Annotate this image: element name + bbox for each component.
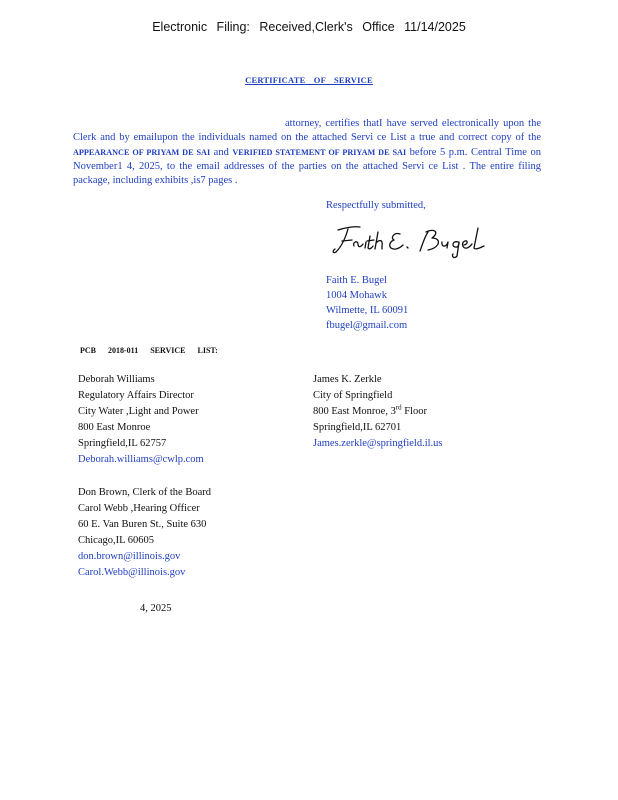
certificate-title: CERTIFICATE OF SERVICE [245, 75, 373, 85]
contact-street: 800 East Monroe [78, 422, 151, 433]
contact-name: James K. Zerkle [313, 374, 382, 385]
street-text: 800 East Monroe, 3 [313, 406, 396, 417]
contact-name-officer: Carol Webb ,Hearing Officer [78, 503, 200, 514]
service-contact-board [78, 485, 211, 581]
contact-email[interactable]: don.brown@illinois.gov [78, 551, 181, 562]
contact-email[interactable]: Deborah.williams@cwlp.com [78, 454, 204, 465]
contact-street: 60 E. Van Buren St., Suite 630 [78, 519, 207, 530]
certificate-text-part2: before 5 p.m. Central Time on November1 4, 2025, to the email addresses of the parties on the attached Servi ce List . The entire filing package, including exhibits ,is7 pages . [73, 146, 541, 187]
contact-city: Springfield,IL 62701 [313, 422, 402, 433]
document-title-statement: VERIFIED STATEMENT OF PRIYAM DE SAI [232, 147, 407, 157]
contact-organization: City Water ,Light and Power [78, 406, 199, 417]
signer-name: Faith E. Bugel [326, 275, 387, 286]
signer-address-line2: Wilmette, IL 60091 [326, 305, 409, 316]
contact-email-secondary[interactable]: Carol.Webb@illinois.gov [78, 567, 186, 578]
contact-title: Regulatory Affairs Director [78, 390, 194, 401]
service-list-heading: PCB 2018-011 SERVICE LIST: [80, 346, 218, 355]
contact-email[interactable]: James.zerkle@springfield.il.us [313, 438, 443, 449]
contact-city: Chicago,IL 60605 [78, 535, 155, 546]
handwritten-signature [330, 220, 500, 260]
signer-block [326, 273, 408, 333]
filing-stamp-header: Electronic Filing: Received,Clerk's Office 11/14/2025 [152, 20, 466, 34]
service-contact-williams [78, 372, 204, 468]
contact-name-clerk: Don Brown, Clerk of the Board [78, 487, 211, 498]
contact-street [313, 404, 443, 420]
floor-text: Floor [401, 406, 428, 417]
contact-city: Springfield,IL 62757 [78, 438, 167, 449]
certificate-body [73, 117, 541, 188]
closing-text: Respectfully submitted, [326, 200, 426, 211]
contact-name: Deborah Williams [78, 374, 155, 385]
signer-address-line1: 1004 Mohawk [326, 290, 387, 301]
contact-organization: City of Springfield [313, 390, 393, 401]
ordinal-suffix: rd [395, 403, 402, 412]
conjunction-text: and [210, 146, 233, 158]
signer-email[interactable]: fbugel@gmail.com [326, 320, 408, 331]
service-contact-zerkle [313, 372, 443, 452]
footer-date: 4, 2025 [140, 603, 172, 614]
document-title-appearance: APPEARANCE OF PRIYAM DE SAI [73, 147, 211, 157]
certificate-text-part1: attorney, certifies thatI have served electronically upon the Clerk and by emailupon the individuals named on the attached Servi ce List a true and correct copy of the [73, 118, 541, 144]
